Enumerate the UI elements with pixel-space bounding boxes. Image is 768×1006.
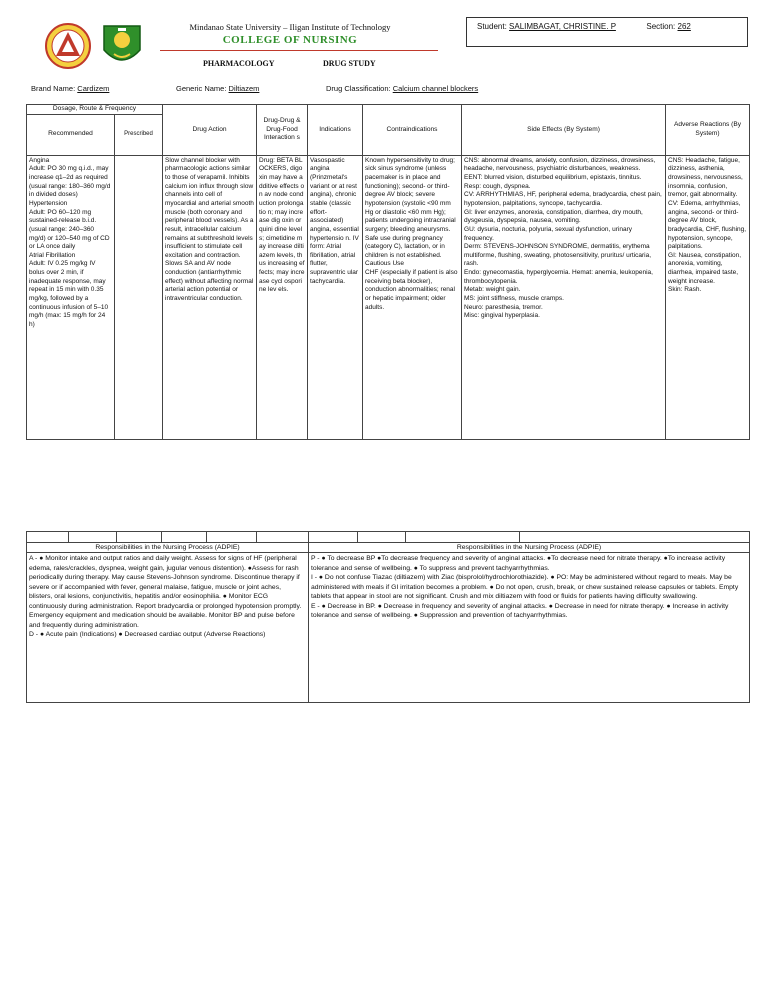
recommended-cell: Angina Adult: PO 30 mg q.i.d., may increase q1–2d as required (usual range: 180–360 mg/d in divided doses) Hypertension Adult: PO 60–120 mg sustained-release b.i.d. (usual range: 240–360 mg/d) or 120–540 mg of CD or LA once daily Atrial Fibrillation Adult: IV 0.25 mg/kg IV bolus over 2 min, if inadequate response, may repeat in 15 min with 0.35 mg/kg, followed by a continuous infusion of 5–10 mg/h (max: 15 mg/h for 24 h) [27,155,115,439]
nursing-header-right: Responsibilities in the Nursing Process (ADPIE) [309,543,750,553]
university-name: Mindanao State University – Iligan Institute of Technology [189,22,391,32]
interaction-cell: Drug: BETA BLOCKERS, digoxin may have additive effects on av node conduction prolongatio n; may increase dig oxin or quini dine levels; cimetidine may increase diltiazem levels, thus increasing effects; may increase cycl osporine lev els. [257,155,308,439]
interaction-header: Drug-Drug & Drug-Food Interaction s [257,105,308,156]
drug-classification-field: Drug Classification: Calcium channel blockers [326,84,479,93]
nursing-process-table [26,531,750,703]
recommended-header: Recommended [27,114,115,155]
student-label: Student: [477,22,507,31]
adverse-reactions-cell: CNS: Headache, fatigue, dizziness, asthenia, drowsiness, nervousness, insomnia, confusion, tremor, gait abnormality. CV: Edema, arrhythmias, angina, second- or third-degree AV block, bradycardia, CHF, flushing, hypotension, syncope, palpitations. GI: Nausea, constipation, anorexia, vomiting, diarrhea, impaired taste, weight increase. Skin: Rash. [666,155,750,439]
brand-name-value: Cardizem [77,84,110,93]
drug-study-title: DRUG STUDY [323,59,376,68]
student-name: SALIMBAGAT, CHRISTINE. P [509,22,616,31]
drug-study-table [26,104,750,440]
drug-classification-value: Calcium channel blockers [392,84,479,93]
prescribed-cell [115,155,163,439]
nursing-top-row [27,532,750,543]
nursing-plan-implementation-evaluation: P - ● To decrease BP ●To decrease frequency and severity of anginal attacks. ●To decrease need for nitrate therapy. ●To increase activity tolerance and sense of wellbeing. ● To suppress and prevent tachyarrhythmias. I - ● Do not confuse Tiazac (diltiazem) with Ziac (bisprolol/hydrochlorothiazide). ● PO: May be administered without regard to meals. May be administered with meals if GI irritation becomes a problem. ● Do not open, crush, break, or chew sustained release capsules or tablets. Empty tablets that appear in stool are not significant. Crush and mix diltiazem with food or fluids for patients having difficulty swallowing. E - ● Decrease in BP. ● Decrease in frequency and severity of anginal attacks. ● Decrease in need for nitrate therapy. ● Increase in activity tolerance and sense of wellbeing. ● Suppression and prevention of tachyarrhythmias. [309,553,750,703]
section-label: Section: [646,22,676,31]
generic-name-value: Diltiazem [228,84,260,93]
indications-header: Indications [308,105,363,156]
side-effects-header: Side Effects (By System) [462,105,666,156]
side-effects-cell: CNS: abnormal dreams, anxiety, confusion, dizziness, drowsiness, headache, nervousness, psychiatric disturbances, weakness. EENT: blurred vision, disturbed equilibrium, epistaxis, tinnitus. Resp: cough, dyspnea. CV: ARRHYTHMIAS, HF, peripheral edema, bradycardia, chest pain, hypotension, palpitations, syncope, tachycardia. GI: liver enzymes, anorexia, constipation, diarrhea, dry mouth, dysgeusia, dyspepsia, nausea, vomiting. GU: dysuria, nocturia, polyuria, sexual dysfunction, urinary frequency. Derm: STEVENS-JOHNSON SYNDROME, dermatitis, erythema multiforme, flushing, sweating, photosensitivity, pruritus/ urticaria, rash. Endo: gynecomastia, hyperglycemia. Hemat: anemia, leukopenia, thrombocytopenia. Metab: weight gain. MS: joint stiffness, muscle cramps. Neuro: paresthesia, tremor. Misc: gingival hyperplasia. [462,155,666,439]
msu-iit-logo-icon [44,22,92,70]
contraindications-header: Contraindications [363,105,462,156]
college-of-nursing-logo-icon [100,20,144,72]
student-info-box [466,17,748,47]
contraindications-cell: Known hypersensitivity to drug; sick sinus syndrome (unless pacemaker is in place and functioning); second- or third-degree AV block; severe hypotension (systolic <90 mm Hg or diastolic <60 mm Hg); patients undergoing intracranial surgery; bleeding aneurysms. Safe use during pregnancy (category C), lactation, or in children is not established. Cautious Use CHF (especially if patient is also receiving beta blocker), conduction abnormalities; renal or hepatic impairment; older adults. [363,155,462,439]
adverse-reactions-header: Adverse Reactions (By System) [666,105,750,156]
pharmacology-title: PHARMACOLOGY [203,59,275,68]
college-name: COLLEGE OF NURSING [222,34,358,46]
nursing-header-left: Responsibilities in the Nursing Process (ADPIE) [27,543,309,553]
header-divider [160,50,438,51]
section-value: 262 [677,22,691,31]
drug-action-header: Drug Action [163,105,257,156]
drug-action-cell: Slow channel blocker with pharmacologic actions similar to those of verapamil. Inhibits calcium ion influx through slow channels into cell of myocardial and arterial smooth muscle (both coronary and peripheral blood vessels). As a result, intracellular calcium remains at subthreshold levels insufficient to stimulate cell excitation and contraction. Slows SA and AV node conduction (antiarrhythmic effect) without affecting normal arterial action potential or intraventricular conduction. [163,155,257,439]
indications-cell: Vasospastic angina (Prinzmetal's variant or at rest angina), chronic stable (classic effort-associated) angina, essential hypertensio n. IV form: Atrial fibrillation, atrial flutter, supraventric ular tachycardia. [308,155,363,439]
nursing-assessment-diagnosis: A - ● Monitor intake and output ratios and daily weight. Assess for signs of HF (peripheral edema, rales/crackles, dyspnea, weight gain, jugular venous distention). ●Assess for rash periodically during therapy. May cause Stevens-Johnson syndrome. Discontinue therapy if severe or if accompanied with fever, general malaise, fatigue, muscle or joint aches, blisters, oral lesions, conjunctivitis, hepatitis and/or eosinophilia. ● Monitor ECG continuously during administration. Report bradycardia or prolonged hypotension promptly. Emergency equipment and medication should be available. Monitor BP and pulse before and frequently during administration. D - ● Acute pain (Indications) ● Decreased cardiac output (Adverse Reactions) [27,553,309,703]
prescribed-header: Prescribed [115,114,163,155]
dosage-group-header: Dosage, Route & Frequency [27,105,163,115]
generic-name-field: Generic Name: Diltiazem [176,84,260,93]
brand-name-field: Brand Name: Cardizem [31,84,110,93]
